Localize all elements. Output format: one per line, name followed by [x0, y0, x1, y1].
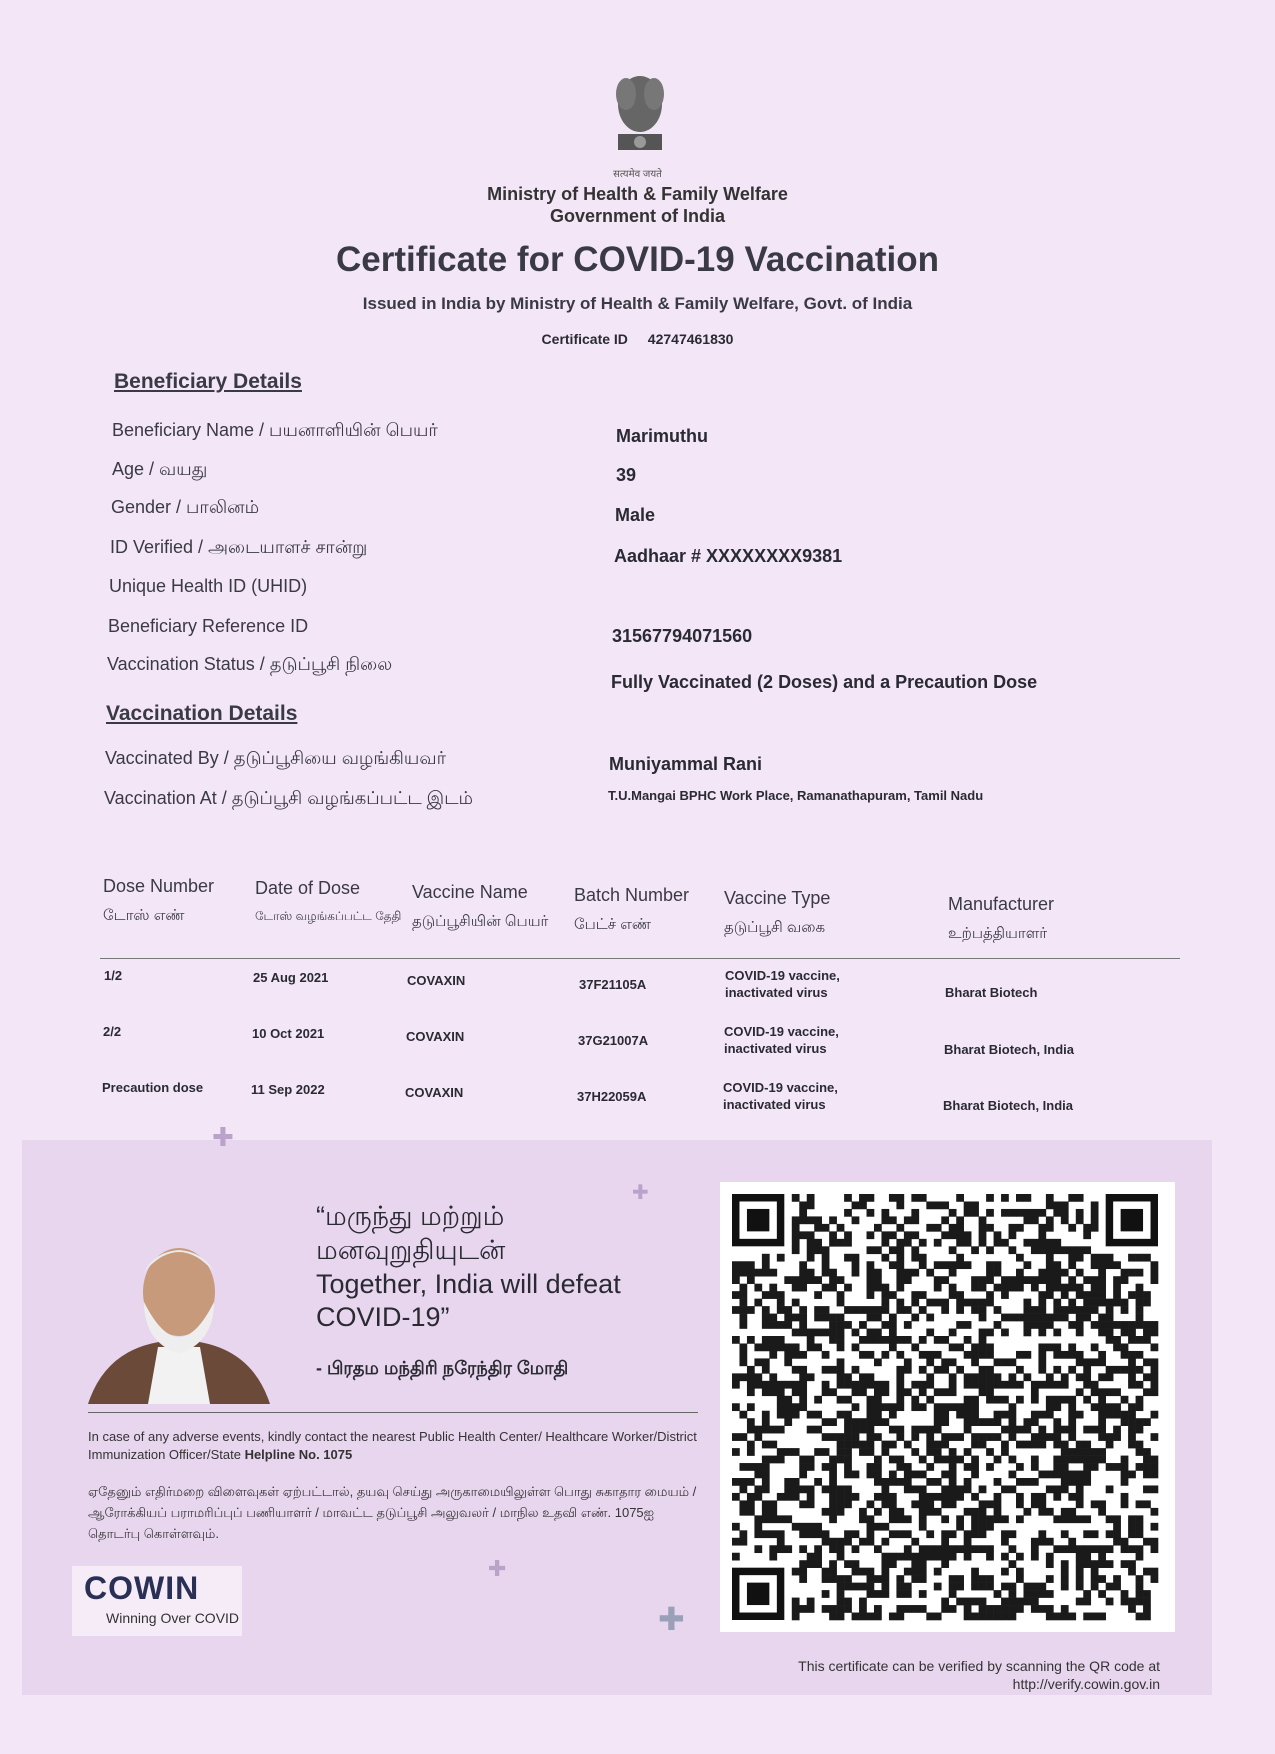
th-manufacturer [948, 894, 1054, 944]
pm-quote [316, 1200, 676, 1335]
plus-decor-icon: ✚ [212, 1122, 234, 1152]
th-date-of-dose-ta: டோஸ் வழங்கப்பட்ட தேதி [255, 909, 402, 923]
verify-url[interactable]: http://verify.cowin.gov.in [1012, 1676, 1160, 1693]
dose-2-batch: 37G21007A [578, 1033, 649, 1048]
th-batch-number-ta: பேட்ச் எண் [574, 916, 652, 933]
verify-note [700, 1657, 1160, 1693]
emblem-motto: सत्यमेव जयते [613, 169, 662, 180]
age-value: 39 [616, 465, 637, 485]
certificate-id-label: Certificate ID [541, 331, 628, 347]
reference-id-label: Beneficiary Reference ID [108, 616, 309, 636]
dose-3-manufacturer: Bharat Biotech, India [943, 1098, 1074, 1113]
plus-decor-icon: ✚ [658, 1601, 685, 1637]
dose-3-batch: 37H22059A [577, 1089, 647, 1104]
vaccination-at-label: Vaccination At / தடுப்பூசி வழங்கப்பட்ட இடம் [104, 788, 473, 808]
beneficiary-heading: Beneficiary Details [114, 370, 302, 393]
plus-decor-icon: ✚ [488, 1556, 507, 1581]
dose-2-type: COVID-19 vaccine, inactivated virus [724, 1024, 839, 1056]
vaccination-at-value: T.U.Mangai BPHC Work Place, Ramanathapuram, Tamil Nadu [608, 788, 984, 803]
vaccination-status-label: Vaccination Status / தடுப்பூசி நிலை [107, 654, 393, 674]
dose-1-number: 1/2 [104, 968, 123, 983]
prime-minister-photo [88, 1222, 270, 1404]
helpline-number: Helpline No. 1075 [244, 1447, 353, 1463]
dose-1-date: 25 Aug 2021 [253, 970, 329, 985]
adverse-events-tamil: ஏதேனும் எதிர்மறை விளைவுகள் ஏற்பட்டால், தயவு செய்து அருகாமையிலுள்ள பொது சுகாதார மையம் / ஆரோக்கியப் பராமரிப்புப் பணியாளர் / மாவட்ட தடுப்பூசி அலுவலர் / மாநில உதவி எண். 1075ஐ தொடர்பு கொள்ளவும். [88, 1484, 697, 1541]
dose-3-vaccine: COVAXIN [405, 1085, 464, 1100]
vaccination-heading: Vaccination Details [106, 702, 298, 725]
adverse-events-text: In case of any adverse events, kindly contact the nearest Public Health Center/ Healthcare Worker/District Immunization Officer/State [88, 1429, 697, 1463]
th-date-of-dose [255, 878, 405, 925]
cowin-logo: COWIN [84, 1570, 200, 1606]
th-vaccine-type [724, 888, 830, 938]
dose-3-date: 11 Sep 2022 [251, 1082, 325, 1097]
gender-value: Male [615, 505, 656, 525]
th-dose-number [103, 876, 214, 926]
uhid-label: Unique Health ID (UHID) [109, 576, 308, 596]
age-label: Age / வயது [112, 459, 208, 479]
government-name: Government of India [549, 206, 726, 226]
vaccination-status-value: Fully Vaccinated (2 Doses) and a Precaution Dose [611, 672, 1038, 692]
banner-divider [88, 1412, 698, 1413]
beneficiary-name-value: Marimuthu [616, 426, 708, 446]
th-batch-number [574, 885, 689, 935]
dose-1-batch: 37F21105A [579, 977, 647, 992]
id-verified-value: Aadhaar # XXXXXXXX9381 [614, 546, 843, 566]
dose-3-number: Precaution dose [102, 1080, 204, 1095]
reference-id-value: 31567794071560 [612, 626, 753, 646]
table-divider [100, 958, 1180, 959]
quote-attribution: - பிரதம மந்திரி நரேந்திர மோதி [316, 1358, 569, 1378]
dose-1-manufacturer: Bharat Biotech [945, 985, 1038, 1000]
certificate-id [0, 331, 1275, 347]
cowin-tagline: Winning Over COVID [106, 1610, 240, 1626]
vaccinated-by-value: Muniyammal Rani [609, 754, 763, 774]
th-dose-number-en: Dose Number [103, 876, 215, 896]
ministry-name: Ministry of Health & Family Welfare [487, 184, 788, 204]
dose-2-manufacturer: Bharat Biotech, India [944, 1042, 1075, 1057]
th-manufacturer-en: Manufacturer [948, 894, 1055, 914]
th-vaccine-type-ta: தடுப்பூசி வகை [724, 919, 826, 936]
dose-1-type: COVID-19 vaccine, inactivated virus [725, 968, 840, 1000]
gender-label: Gender / பாலினம் [111, 497, 260, 517]
national-emblem-icon [600, 64, 680, 174]
certificate-title: Certificate for COVID-19 Vaccination [336, 240, 939, 279]
verify-text: This certificate can be verified by scanning the QR code at [798, 1658, 1160, 1674]
th-vaccine-name [412, 882, 548, 932]
th-manufacturer-ta: உற்பத்தியாளர் [948, 925, 1048, 942]
th-vaccine-name-en: Vaccine Name [412, 882, 528, 902]
th-date-of-dose-en: Date of Dose [255, 878, 361, 898]
quote-tamil: “மருந்து மற்றும் மனவுறுதியுடன் [316, 1201, 506, 1265]
certificate-id-value: 42747461830 [647, 331, 734, 347]
dose-1-vaccine: COVAXIN [407, 973, 466, 988]
th-vaccine-type-en: Vaccine Type [724, 888, 831, 908]
th-vaccine-name-ta: தடுப்பூசியின் பெயர் [412, 913, 549, 930]
th-dose-number-ta: டோஸ் எண் [103, 907, 185, 924]
th-batch-number-en: Batch Number [574, 885, 690, 905]
adverse-events-english [88, 1428, 698, 1465]
plus-decor-icon: ✚ [632, 1182, 649, 1204]
dose-2-date: 10 Oct 2021 [252, 1026, 325, 1041]
issued-by: Issued in India by Ministry of Health & Family Welfare, Govt. of India [362, 294, 913, 313]
beneficiary-name-label: Beneficiary Name / பயனாளியின் பெயர் [112, 420, 438, 440]
vaccinated-by-label: Vaccinated By / தடுப்பூசியை வழங்கியவர் [105, 748, 446, 768]
qr-code[interactable] [720, 1182, 1175, 1632]
quote-english: Together, India will defeat COVID-19” [316, 1268, 621, 1333]
id-verified-label: ID Verified / அடையாளச் சான்று [110, 537, 368, 557]
dose-2-number: 2/2 [103, 1024, 122, 1039]
dose-2-vaccine: COVAXIN [406, 1029, 465, 1044]
dose-3-type: COVID-19 vaccine, inactivated virus [723, 1080, 838, 1112]
